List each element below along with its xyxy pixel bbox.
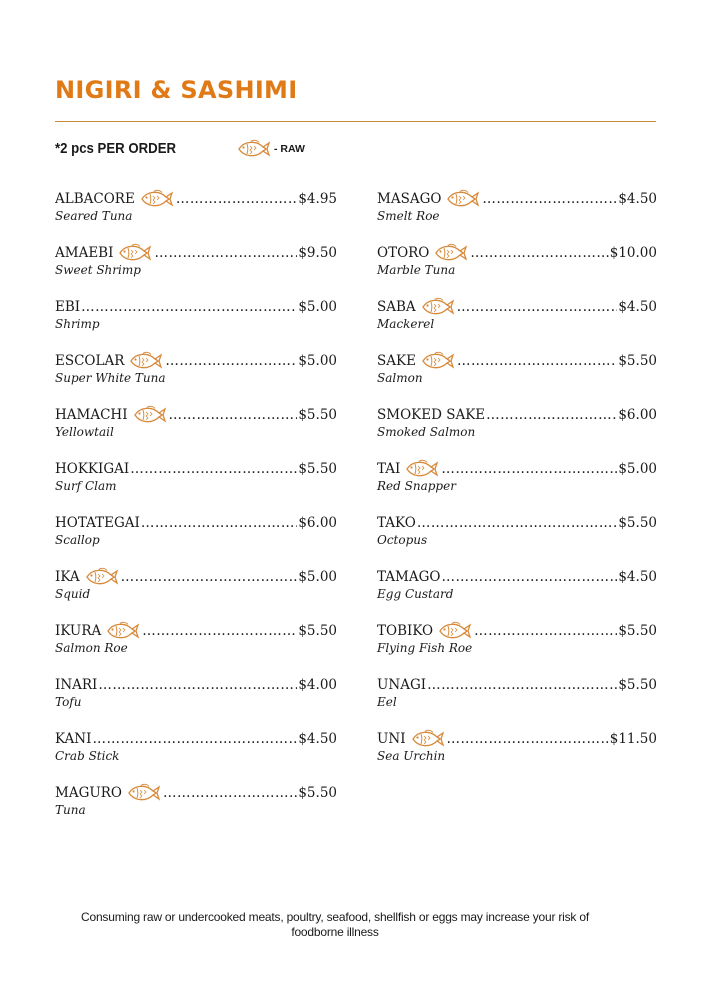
- menu-item-price: $5.50: [618, 623, 657, 639]
- dot-leader: [441, 569, 617, 585]
- dot-leader: [427, 677, 617, 693]
- menu-item: [377, 294, 657, 348]
- menu-item-price: $5.00: [298, 569, 337, 585]
- menu-item-description: Eel: [377, 695, 397, 709]
- dot-leader: [154, 245, 297, 261]
- menu-item-description: Sweet Shrimp: [55, 263, 141, 277]
- menu-item-description: Super White Tuna: [55, 371, 166, 385]
- menu-item-price: $4.50: [618, 191, 657, 207]
- fish-icon: [128, 351, 162, 371]
- legend-text: - RAW: [274, 143, 305, 155]
- menu-item: [55, 456, 337, 510]
- page-title: NIGIRI & SASHIMI: [55, 76, 298, 104]
- menu-item-name: MAGURO: [55, 785, 122, 801]
- menu-item-description: Salmon: [377, 371, 423, 385]
- menu-item-price: $4.50: [618, 299, 657, 315]
- menu-item-price: $5.50: [298, 461, 337, 477]
- dot-leader: [141, 515, 298, 531]
- menu-item-description: Smelt Roe: [377, 209, 440, 223]
- menu-item-name: SAKE: [377, 353, 416, 369]
- menu-item-price: $5.50: [298, 407, 337, 423]
- menu-item-price: $9.50: [298, 245, 337, 261]
- menu-item-description: Crab Stick: [55, 749, 120, 763]
- fish-icon: [410, 729, 444, 749]
- menu-item-price: $5.50: [618, 353, 657, 369]
- disclaimer-line-1: Consuming raw or undercooked meats, poultry, seafood, shellfish or eggs may increase your risk of: [81, 910, 589, 924]
- menu-item: [55, 294, 337, 348]
- menu-item-price: $5.00: [298, 299, 337, 315]
- menu-item: [55, 186, 337, 240]
- menu-item: [377, 186, 657, 240]
- dot-leader: [81, 299, 297, 315]
- fish-icon: [437, 621, 471, 641]
- health-disclaimer: [70, 910, 600, 940]
- menu-item-description: Squid: [55, 587, 91, 601]
- menu-item-description: Yellowtail: [55, 425, 114, 439]
- menu-item-price: $5.50: [298, 785, 337, 801]
- menu-item: [55, 726, 337, 780]
- menu-item-name: OTORO: [377, 245, 430, 261]
- fish-icon: [433, 243, 467, 263]
- fish-icon: [420, 297, 454, 317]
- menu-item-description: Smoked Salmon: [377, 425, 476, 439]
- menu-column-left: [55, 186, 337, 834]
- menu-item: [55, 348, 337, 402]
- order-note: *2 pcs PER ORDER: [55, 140, 177, 157]
- menu-item-name: ALBACORE: [55, 191, 135, 207]
- menu-item-description: Tuna: [55, 803, 86, 817]
- fish-icon: [139, 189, 173, 209]
- menu-item: [55, 672, 337, 726]
- raw-legend: [232, 139, 305, 159]
- menu-item-price: $4.00: [298, 677, 337, 693]
- fish-icon: [126, 783, 160, 803]
- dot-leader: [163, 785, 297, 801]
- dot-leader: [92, 731, 297, 747]
- menu-item: [55, 240, 337, 294]
- dot-leader: [447, 731, 609, 747]
- menu-item-price: $4.50: [298, 731, 337, 747]
- menu-item-name: KANI: [55, 731, 92, 747]
- menu-item-name: TAKO: [377, 515, 416, 531]
- menu-item: [377, 618, 657, 672]
- menu-item: [55, 780, 337, 834]
- menu-item-name: TOBIKO: [377, 623, 434, 639]
- dot-leader: [417, 515, 618, 531]
- menu-item-description: Seared Tuna: [55, 209, 133, 223]
- menu-item-name: ESCOLAR: [55, 353, 125, 369]
- menu-item: [377, 456, 657, 510]
- dot-leader: [165, 353, 297, 369]
- disclaimer-line-2: foodborne illness: [291, 925, 379, 939]
- fish-icon: [445, 189, 479, 209]
- menu-item-name: HOTATEGAI: [55, 515, 140, 531]
- menu-item-name: UNI: [377, 731, 406, 747]
- menu-item-name: TAI: [377, 461, 401, 477]
- dot-leader: [142, 623, 297, 639]
- menu-item-description: Octopus: [377, 533, 428, 547]
- dot-leader: [482, 191, 617, 207]
- dot-leader: [176, 191, 298, 207]
- menu-item-price: $4.50: [618, 569, 657, 585]
- menu-item-name: TAMAGO: [377, 569, 441, 585]
- menu-item-price: $6.00: [298, 515, 337, 531]
- fish-icon: [236, 139, 270, 159]
- menu-item-price: $5.50: [618, 677, 657, 693]
- menu-item-price: $11.50: [609, 731, 657, 747]
- menu-item-name: SMOKED SAKE: [377, 407, 486, 423]
- menu-item-description: Tofu: [55, 695, 82, 709]
- menu-item-price: $5.50: [618, 515, 657, 531]
- menu-item: [55, 564, 337, 618]
- dot-leader: [121, 569, 298, 585]
- menu-item-price: $5.50: [298, 623, 337, 639]
- dot-leader: [441, 461, 617, 477]
- menu-item: [377, 510, 657, 564]
- menu-item-price: $6.00: [618, 407, 657, 423]
- menu-item-name: IKA: [55, 569, 80, 585]
- menu-item: [55, 510, 337, 564]
- dot-leader: [474, 623, 617, 639]
- menu-item-description: Red Snapper: [377, 479, 456, 493]
- menu-item-description: Salmon Roe: [55, 641, 128, 655]
- menu-item-name: AMAEBI: [55, 245, 114, 261]
- menu-item-name: HAMACHI: [55, 407, 128, 423]
- fish-icon: [105, 621, 139, 641]
- dot-leader: [130, 461, 297, 477]
- menu-item-name: SABA: [377, 299, 416, 315]
- menu-item-name: IKURA: [55, 623, 102, 639]
- fish-icon: [117, 243, 151, 263]
- menu-item: [377, 564, 657, 618]
- dot-leader: [457, 299, 618, 315]
- menu-item-description: Shrimp: [55, 317, 100, 331]
- menu-item: [377, 240, 657, 294]
- menu-column-right: [377, 186, 657, 780]
- menu-item-description: Scallop: [55, 533, 100, 547]
- menu-item: [377, 348, 657, 402]
- fish-icon: [404, 459, 438, 479]
- dot-leader: [169, 407, 298, 423]
- menu-item-price: $10.00: [609, 245, 657, 261]
- fish-icon: [420, 351, 454, 371]
- dot-leader: [470, 245, 608, 261]
- menu-item-description: Egg Custard: [377, 587, 454, 601]
- menu-item: [377, 402, 657, 456]
- menu-item-name: EBI: [55, 299, 81, 315]
- menu-item-price: $5.00: [618, 461, 657, 477]
- menu-item: [55, 618, 337, 672]
- menu-item-name: HOKKIGAI: [55, 461, 130, 477]
- menu-item: [377, 726, 657, 780]
- menu-item-description: Flying Fish Roe: [377, 641, 473, 655]
- dot-leader: [98, 677, 297, 693]
- title-divider: [55, 121, 656, 122]
- dot-leader: [486, 407, 617, 423]
- fish-icon: [84, 567, 118, 587]
- menu-item-description: Surf Clam: [55, 479, 117, 493]
- menu-item-description: Sea Urchin: [377, 749, 446, 763]
- menu-item-name: INARI: [55, 677, 98, 693]
- menu-item: [55, 402, 337, 456]
- menu-item-description: Mackerel: [377, 317, 435, 331]
- dot-leader: [457, 353, 617, 369]
- menu-item-name: UNAGI: [377, 677, 427, 693]
- menu-item: [377, 672, 657, 726]
- menu-item-price: $4.95: [298, 191, 337, 207]
- fish-icon: [132, 405, 166, 425]
- menu-item-price: $5.00: [298, 353, 337, 369]
- menu-item-name: MASAGO: [377, 191, 442, 207]
- menu-item-description: Marble Tuna: [377, 263, 456, 277]
